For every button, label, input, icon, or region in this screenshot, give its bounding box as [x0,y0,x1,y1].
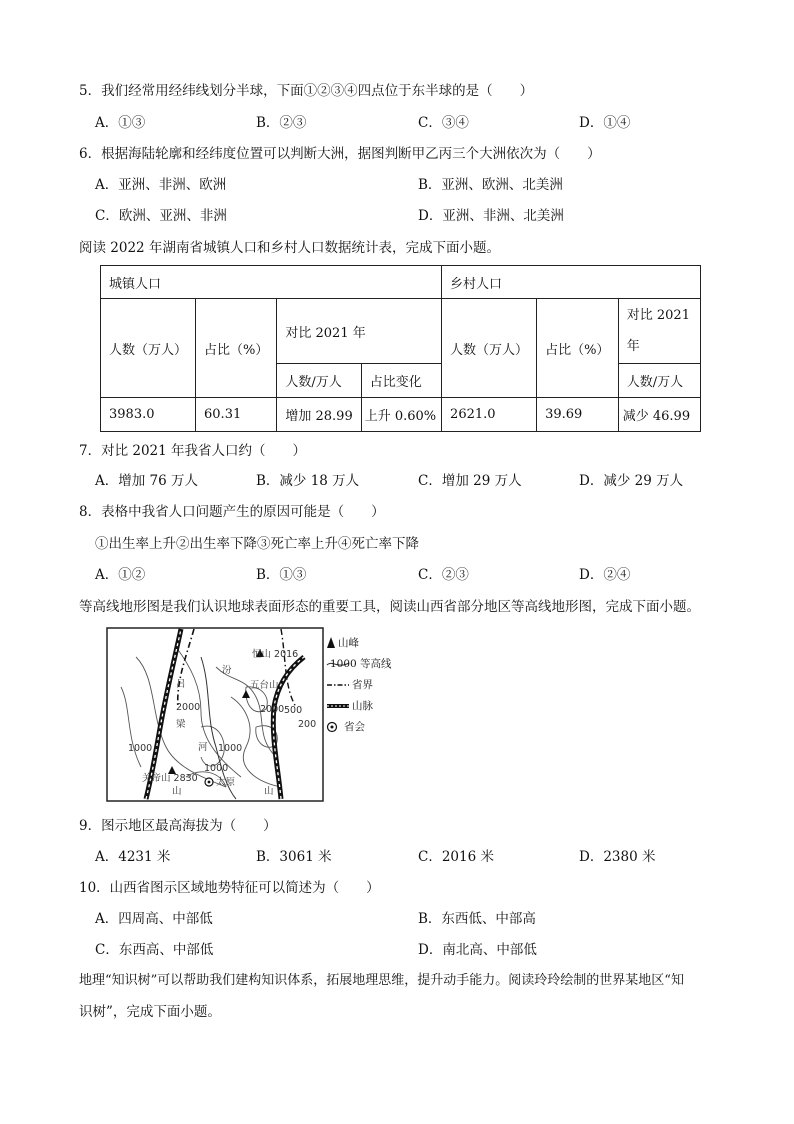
q7-option-c[interactable]: C．增加 29 万人 [418,473,522,489]
q10-option-d[interactable]: D．南北高、中部低 [418,942,537,958]
label-contour-200: 200 [298,719,317,730]
label-fen: 汾 [222,665,232,676]
q6-stem: 6．根据海陆轮廓和经纬度位置可以判断大洲，据图判断甲乙丙三个大洲依次为（ ） [79,146,601,162]
q9-stem: 9．图示地区最高海拔为（ ） [79,818,277,834]
q6-option-b[interactable]: B．亚洲、欧洲、北美洲 [418,177,563,193]
urban-count-header: 人数（万人） [101,299,196,398]
label-contour-2000-b: 2000 [260,704,285,715]
label-contour-1000-c: 1000 [204,763,229,774]
rural-count-change-header: 人数/万人 [618,364,700,398]
urban-compare-header: 对比 2021 年 [277,299,442,364]
q8-sub: ①出生率上升②出生率下降③死亡率上升④死亡率下降 [95,536,419,552]
q7-option-d[interactable]: D．减少 29 万人 [579,473,684,489]
q8-option-a[interactable]: A．①② [95,567,146,583]
contour-map-graphic [106,627,324,802]
rural-header: 乡村人口 [442,266,701,299]
urban-count-value: 3983.0 [101,398,196,432]
map-intro: 等高线地形图是我们认识地球表面形态的重要工具，阅读山西省部分地区等高线地形图，完成下面小题。 [79,599,700,615]
label-contour-1000-b: 1000 [218,743,243,754]
q8-stem: 8．表格中我省人口问题产生的原因可能是（ ） [79,504,385,520]
label-lv: 吕 [176,679,186,690]
legend-boundary-label: 省界 [352,679,373,691]
q5-option-a[interactable]: A．①③ [95,115,146,131]
urban-header: 城镇人口 [101,266,442,299]
q7-option-b[interactable]: B．减少 18 万人 [256,473,360,489]
population-table [100,265,701,432]
label-shan-luliang: 山 [172,786,182,797]
q10-option-c[interactable]: C．东西高、中部低 [95,942,214,958]
q5-option-b[interactable]: B．②③ [256,115,307,131]
q8-option-c[interactable]: C．②③ [418,567,469,583]
legend-capital-label: 省会 [344,721,365,733]
rural-compare-header [618,299,700,364]
label-taiyuan: 太原 [216,777,236,788]
label-contour-2000-a: 2000 [176,702,201,713]
q6-option-a[interactable]: A．亚洲、非洲、欧洲 [95,177,227,193]
rural-count-change-value: 减少 46.99 [618,398,700,432]
q6-option-d[interactable]: D．亚洲、非洲、北美洲 [418,208,564,224]
contour-map [106,627,324,802]
q6-option-c[interactable]: C．欧洲、亚洲、非洲 [95,208,227,224]
label-he: 河 [198,742,208,753]
q10-option-a[interactable]: A．四周高、中部低 [95,911,213,927]
tree-intro-line2: 识树”，完成下面小题。 [79,1004,221,1020]
label-contour-500: 500 [284,705,303,716]
label-shan-taihang: 山 [264,786,274,797]
q9-option-a[interactable]: A．4231 米 [95,849,171,865]
rural-ratio-header: 占比（%） [537,299,619,398]
urban-ratio-change-value: 上升 0.60% [361,398,441,432]
q9-option-d[interactable]: D．2380 米 [579,849,656,865]
q10-option-b[interactable]: B．东西低、中部高 [418,911,536,927]
urban-count-change-value: 增加 28.99 [277,398,361,432]
rural-compare-header-line1: 对比 2021 [626,308,690,323]
label-contour-1000-a: 1000 [128,743,153,754]
q8-option-b[interactable]: B．①③ [256,567,307,583]
q7-stem: 7．对比 2021 年我省人口约（ ） [79,443,307,459]
tree-intro-line1: 地理“知识树”可以帮助我们建构知识体系，拓展地理思维，提升动手能力。阅读玲玲绘制的世界某地区“知 [79,973,684,988]
label-hengshan: 恒山 2016 [252,649,299,660]
rural-count-value: 2621.0 [442,398,537,432]
urban-ratio-value: 60.31 [196,398,277,432]
q5-option-d[interactable]: D．①④ [579,115,631,131]
legend-contour-label: 1000 等高线 [330,658,392,670]
label-guandishan: 关帝山 2830 [142,773,198,784]
q9-option-c[interactable]: C．2016 米 [418,849,494,865]
legend-peak-label: 山峰 [338,637,359,649]
q7-option-a[interactable]: A．增加 76 万人 [95,473,199,489]
urban-ratio-change-header: 占比变化 [361,364,441,398]
q5-option-c[interactable]: C．③④ [418,115,469,131]
rural-ratio-value: 39.69 [537,398,619,432]
q10-stem: 10．山西省图示区域地势特征可以简述为（ ） [79,880,380,896]
rural-count-header: 人数（万人） [442,299,537,398]
urban-ratio-header: 占比（%） [196,299,277,398]
table-intro: 阅读 2022 年湖南省城镇人口和乡村人口数据统计表，完成下面小题。 [79,240,500,256]
legend-range-label: 山脉 [352,700,373,712]
q9-option-b[interactable]: B．3061 米 [256,849,332,865]
q8-option-d[interactable]: D．②④ [579,567,631,583]
label-wutaishan: 五台山 [250,680,279,691]
q5-stem: 5．我们经常用经纬线划分半球，下面①②③④四点位于东半球的是（ ） [79,83,534,99]
label-liang: 梁 [176,719,186,730]
urban-count-change-header: 人数/万人 [277,364,361,398]
rural-compare-header-line2: 年 [626,339,640,354]
